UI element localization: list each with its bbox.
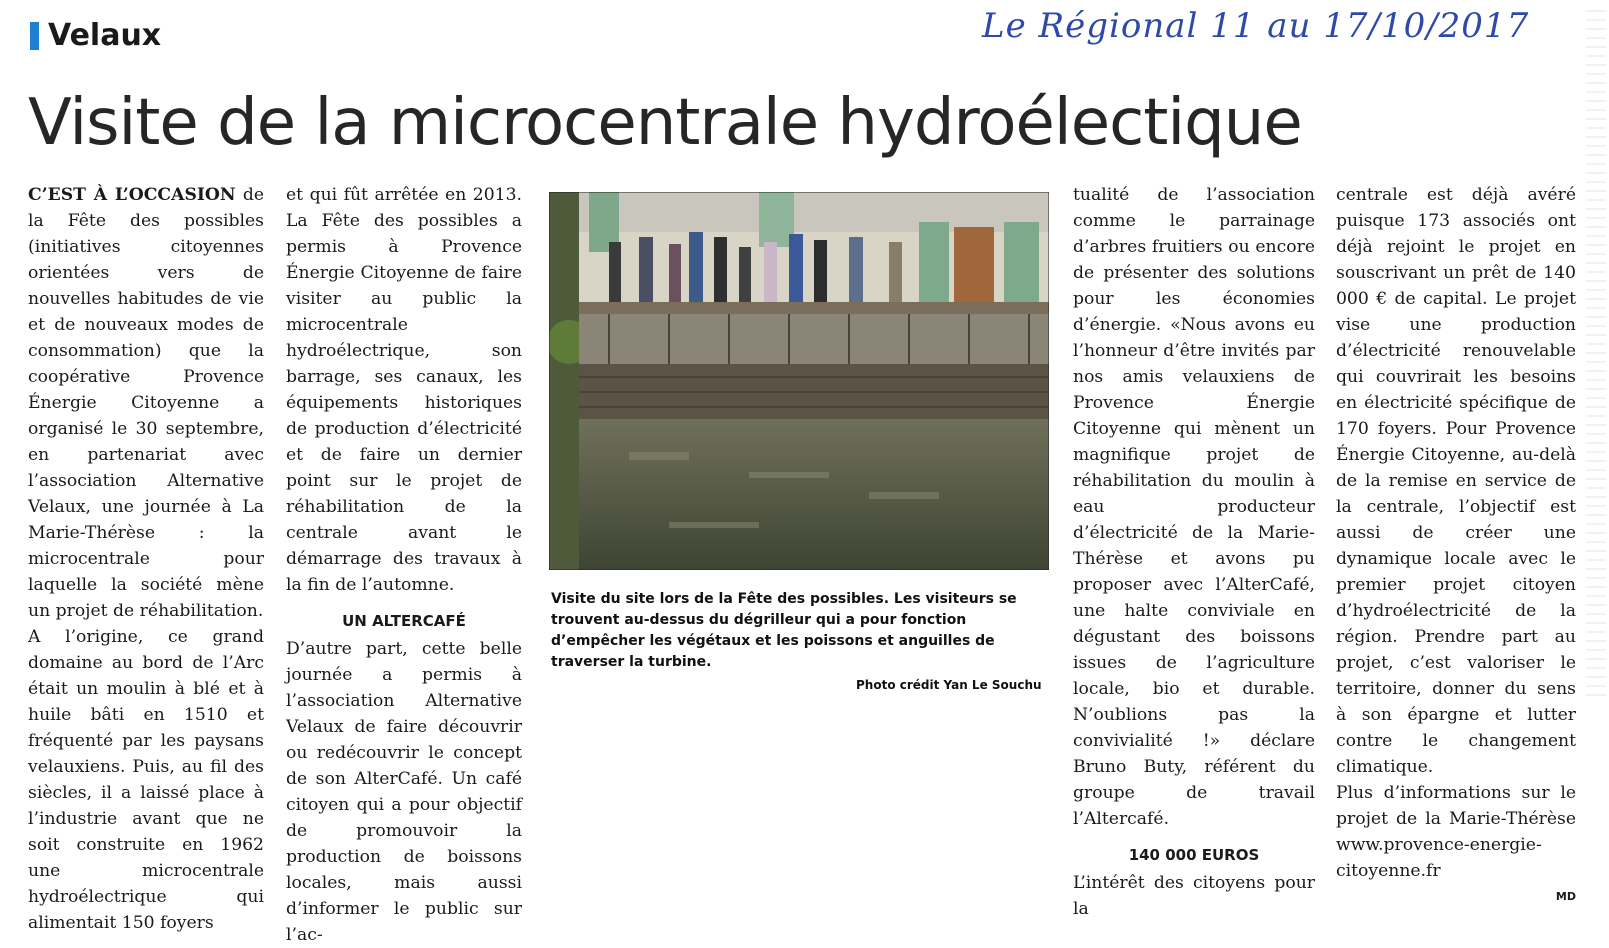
paragraph: D’autre part, cette belle journée a permis à l’association Alternative Velaux de faire découvrir ou redécouvrir le concept de son AlterCafé. Un café citoyen qui a pour objectif de promouvoir la production de boissons locales, mais aussi d’informer le public sur l’ac- xyxy=(286,639,522,945)
article-column-4 xyxy=(1073,182,1315,922)
handwritten-date-note: Le Régional 11 au 17/10/2017 xyxy=(982,6,1530,46)
paragraph-text: de la Fête des possibles (initiatives citoyennes orientées vers de nouvelles habitudes de vie et de nouveaux modes de consommation) que la coopérative Provence Énergie Citoyenne a organisé le 30 septembre, en partenariat avec l’association Alternative Velaux, une journée à La Marie-Thérèse : la microcentrale pour laquelle la société mène un projet de réhabilitation. xyxy=(28,185,264,621)
author-signature: MD xyxy=(1555,890,1576,903)
paragraph: tualité de l’association comme le parrainage d’arbres fruitiers ou encore de présenter des solutions pour les économies d’énergie. «Nous avons eu l’honneur d’être invités par nos amis velauxiens de Provence Énergie Citoyenne qui mènent un magnifique projet de réhabilitation du moulin à eau producteur d’électricité de la Marie-Thérèse et avons pu proposer avec l’AlterCafé, une halte conviviale en dégustant des boissons issues de l’agriculture locale, bio et durable. N’oublions pas la convivialité !» déclare Bruno Buty, référent du groupe de travail l’Altercafé. xyxy=(1073,185,1315,829)
article-column-5 xyxy=(1336,182,1576,910)
paragraph: A l’origine, ce grand domaine au bord de l’Arc était un moulin à blé et à huile bâti en 1510 et fréquenté par les paysans velauxiens. Puis, au fil des siècles, il a laissé place à l’industrie avant que ne soit construite en 1962 une microcentrale hydroélectrique qui alimentait 150 foyers xyxy=(28,627,264,933)
paragraph: Plus d’informations sur le projet de la Marie-Thérèse www.provence-energie-citoyenne.fr xyxy=(1336,783,1576,881)
paragraph xyxy=(28,182,264,624)
subheading: UN ALTERCAFÉ xyxy=(342,612,466,630)
lead-in: C’EST À L’OCCASION xyxy=(28,185,236,205)
photo-caption: Visite du site lors de la Fête des possibles. Les visiteurs se trouvent au-dessus du dégrilleur qui a pour fonction d’empêcher les végétaux et les poissons et anguilles de traverser la turbine. xyxy=(551,591,1017,670)
article-column-2 xyxy=(286,182,522,948)
bleed-through-margin xyxy=(1586,10,1606,700)
subheading: 140 000 EUROS xyxy=(1128,846,1260,864)
paragraph: L’intérêt des citoyens pour la xyxy=(1073,873,1315,919)
article-photo xyxy=(549,192,1049,570)
paragraph: et qui fût arrêtée en 2013. La Fête des possibles a permis à Provence Énergie Citoyenne de faire visiter au public la microcentrale hydroélectrique, son barrage, ses canaux, les équipements historiques de production d’électricité et de faire un dernier point sur le projet de réhabilitation de la centrale avant le démarrage des travaux à la fin de l’automne. xyxy=(286,185,522,595)
rubric-label: Velaux xyxy=(48,18,162,53)
headline: Visite de la microcentrale hydroélectique xyxy=(28,86,1302,160)
article-column-1 xyxy=(28,182,264,936)
rubric-bar xyxy=(30,22,39,50)
paragraph: centrale est déjà avéré puisque 173 associés ont déjà rejoint le projet en souscrivant un prêt de 140 000 € de capital. Le projet vise une production d’électricité renouvelable qui couvrirait les besoins en électricité spécifique de 170 foyers. Pour Provence Énergie Citoyenne, au-delà de la remise en service de la centrale, l’objectif est aussi de créer une dynamique locale avec le premier projet citoyen d’hydroélectricité de la région. Prendre part au projet, c’est valoriser le territoire, donner du sens à son épargne et lutter contre le changement climatique. xyxy=(1336,185,1576,777)
photo-credit: Photo crédit Yan Le Souchu xyxy=(856,678,1042,692)
